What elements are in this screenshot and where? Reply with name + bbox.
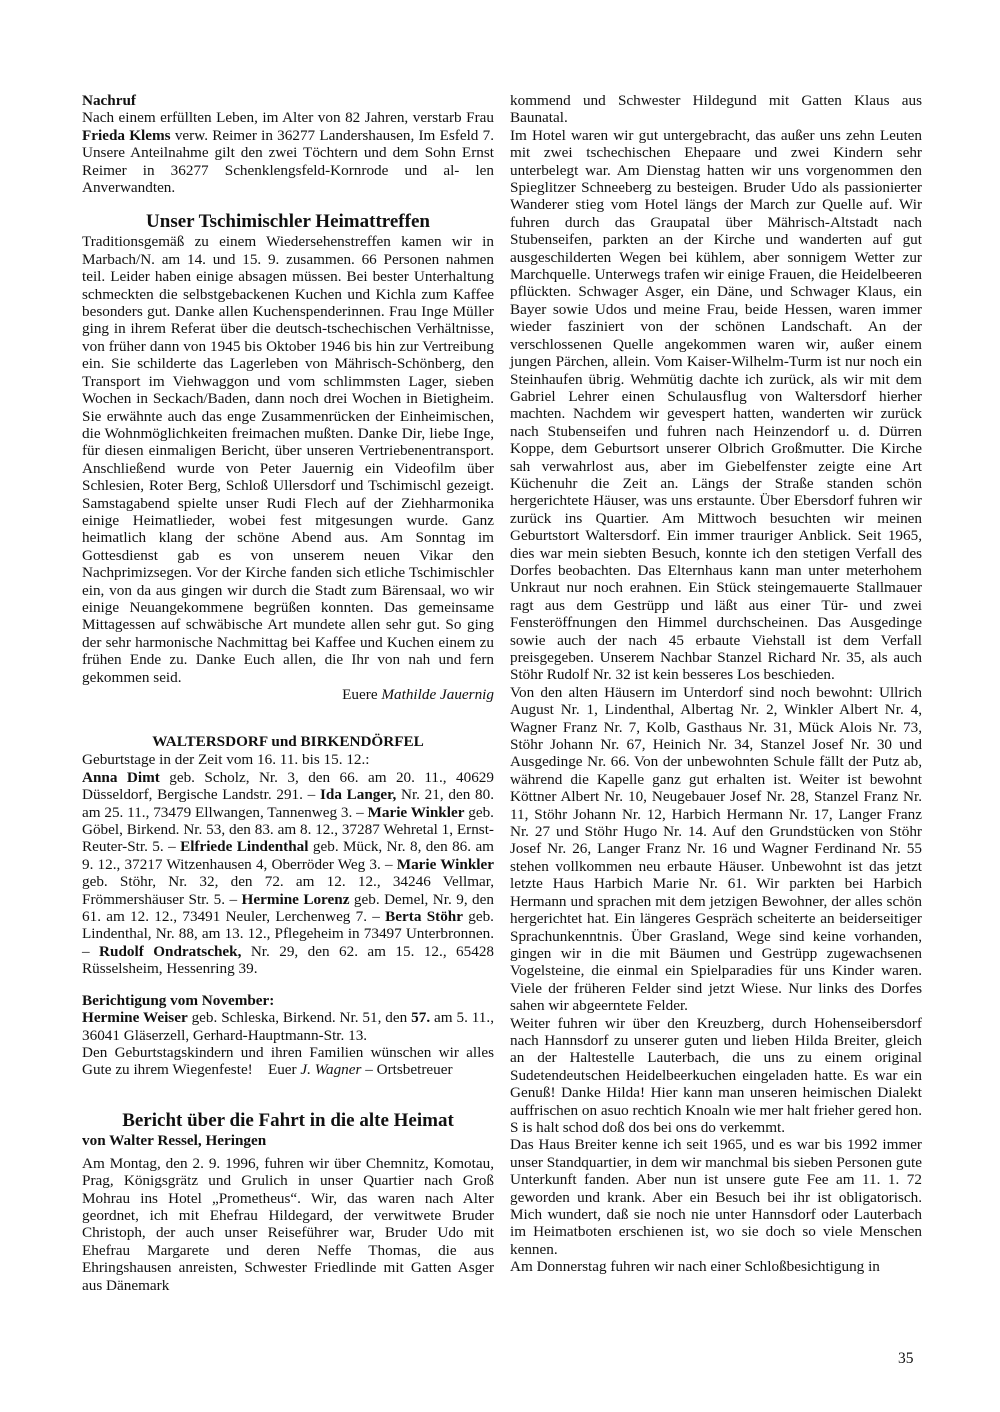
treffen-signature: Euere Mathilde Jauernig (342, 686, 494, 703)
right-column (510, 92, 922, 1276)
bericht-subtitle: von Walter Ressel, Heringen (82, 1131, 267, 1149)
deceased-name: Frieda Klems (82, 126, 171, 144)
correction-text: Hermine Weiser geb. Schleska, Birkend. Nr. 51, den 57. am 5. 11., 36041 Gläserzell, Gerhard-Hauptmann-Str. 13. (82, 1009, 494, 1044)
wishes-text: Den Geburtstagskindern und ihren Familien wünschen wir alles Gute zu ihrem Wiegenfeste! Euer J. Wagner – Ortsbetreuer (82, 1043, 494, 1079)
bericht-paragraph: Das Haus Breiter kenne ich seit 1965, und es war bis 1992 immer unser Standquartier, in dem wir manchmal bis sieben Personen gute Unterkunft fanden. Aber nun ist unsere gute Fee am 11. 1. 72 geworden und krank. Aber ein Besuch bei ihr ist obligatorisch. Mich wundert, daß sie noch nie unter Hannsdorf oder Lauterbach im Heimatboten erschienen ist, wo sie doch so viele Menschen kennen. (510, 1136, 922, 1258)
nachruf-text: Nach einem erfüllten Leben, im Alter von 82 Jahren, verstarb Frau Frieda Klems verw. Reimer in 36277 Landershausen, Im Esfeld 7. Unsere Anteilnahme gilt den zwei Töchtern und dem Sohn Ernst Reimer in 36277 Schenklengsfeld-Kornrode und al- len Anverwandten. (82, 109, 495, 197)
nachruf-heading: Nachruf (82, 92, 136, 109)
birthday-list: Anna Dimt geb. Scholz, Nr. 3, den 66. am 20. 11., 40629 Düsseldorf, Bergische Landstr. 291. – Ida Langer, Nr. 21, den 80. am 25. 11., 73479 Ellwangen, Tannenweg 3. – Marie Winkler geb. Göbel, Birkend. Nr. 53, den 83. am 8. 12., 37287 Wehretal 1, Ernst-Reuter-Str. 5. – Elfriede Lindenthal geb. Mück, Nr. 8, den 86. am 9. 12., 37217 Witzenhausen 4, Oberröder Weg 3. – Marie Winkler geb. Stöhr, Nr. 32, den 72. am 12. 12., 34246 Vellmar, Frömmershäuser Str. 5. – Hermine Lorenz geb. Demel, Nr. 9, den 61. am 12. 12., 73491 Neuler, Lerchenweg 7. – Berta Stöhr geb. Lindenthal, Nr. 88, am 13. 12., Pflegeheim in 73497 Unterbronnen. – Rudolf Ondratschek, Nr. 29, den 62. am 15. 12., 65428 Rüsselsheim, Hessenring 39. (82, 768, 495, 978)
wishes-signature: Euer J. Wagner – Ortsbetreuer (267, 1061, 453, 1079)
left-column (82, 92, 494, 1294)
bericht-paragraph: kommend und Schwester Hildegund mit Gatten Klaus aus Baunatal. (510, 92, 922, 127)
bericht-title: Bericht über die Fahrt in die alte Heimat (122, 1109, 454, 1131)
waltersdorf-title: WALTERSDORF und BIRKENDÖRFEL (152, 733, 424, 751)
treffen-title: Unser Tschimischler Heimattreffen (146, 211, 430, 233)
correction-heading: Berichtigung vom November: (82, 991, 275, 1009)
bericht-body-left: Am Montag, den 2. 9. 1996, fuhren wir über Chemnitz, Komotau, Prag, Königsgrätz und Grulich in unser Quartier nach Groß Mohrau ins Hotel „Prometheus“. Wir, das waren nach Alter geordnet, ich mit Ehefrau Hildegard, der verwitwete Bruder Christoph, der auch unser Reiseführer war, Bruder Udo mit Ehefrau Margarete und deren Neffe Thomas, die aus Ehringshausen anreisten, Schwester Friedlinde mit Gatten Asger aus Dänemark (82, 1154, 494, 1294)
page-number: 35 (898, 1350, 914, 1367)
birthday-intro: Geburtstage in der Zeit vom 16. 11. bis 15. 12.: (82, 751, 370, 769)
bericht-paragraph: Von den alten Häusern im Unterdorf sind noch bewohnt: Ullrich August Nr. 1, Lindenthal, Albertag Nr. 2, Winkler Albert Nr. 4, Wagner Franz Nr. 7, Kolb, Gasthaus Nr. 31, Mück Alois Nr. 73, Stöhr Johann Nr. 67, Heinich Nr. 34, Stanzel Josef Nr. 30 und Ausgedinge Nr. 66. Von der unbewohnten Schule fällt der Putz ab, während die Kapelle ganz gut erhalten ist. Weiter ist bewohnt Köttner Albert Nr. 10, Neugebauer Josef Nr. 28, Stanzel Franz Nr. 11, Stöhr Johann Nr. 12, Harbich Hermann Nr. 17, Langer Franz Nr. 27 und Stöhr Hugo Nr. 14. Auf den Grundstücken von Stöhr Josef Nr. 26, Langer Franz Nr. 16 und Wagner Ferdinand Nr. 55 stehen vollkommen neu erbaute Häuser. Unbewohnt ist das jetzt letzte Haus Harbich Marie Nr. 61. Wir parkten bei Harbich Hermann und sprachen mit dem jetzigen Bewohner, der alles schön hergerichtet hat. Ein längeres Gespräch scheiterte an beiderseitiger Sprachunkenntnis. Über Grasland, Wege sind keine vorhanden, gingen wir in die mit Bäumen und Gestrüpp zugewachsenen Vogelsteine, die einmal ein Spielparadies für uns Kinder waren. Viele der früheren Felder sind jetzt Wiese. Nur links des Dorfes sahen wir abgeerntete Felder. (510, 683, 922, 1015)
treffen-body: Traditionsgemäß zu einem Wiedersehenstreffen kamen wir in Marbach/N. am 14. und 15. 9. zusammen. 66 Personen nahmen teil. Leider haben einige absagen müssen. Bei bester Unterhaltung schmeckten die selbstgebackenen Kuchen und Kichla zum Kaffee besonders gut. Danke allen Kuchenspenderinnen. Frau Inge Müller ging in ihrem Referat über die deutsch-tschechischen Verhältnisse, von früher dann von 1945 bis Oktober 1946 bis hin zur Vertreibung ein. Sie schilderte das Lagerleben von Mährisch-Schönberg, den Transport im Viehwaggon und vom schlimmsten Lager, sieben Wochen in Seckach/Baden, dann noch drei Wochen in Bietigheim. Sie erwähnte auch das enge Zusammenrücken der Einheimischen, die Wohnmöglichkeiten freimachen mußten. Danke Dir, liebe Inge, für diesen einmaligen Bericht, über unseren Vertriebenentransport. Anschließend wurde von Peter Jauernig ein Videofilm über Schlesien, Roter Berg, Schloß Ullersdorf und Tschimischl gezeigt. Samstagabend spielte unser Rudi Flech auf der Ziehharmonika einige Heimatlieder, wobei fest mitgesungen wurde. Ganz heimatlich klang der schöne Abend aus. Am Sonntag im Gottesdienst gab es von unserem neuen Vikar den Nachprimizsegen. Vor der Kirche fanden sich etliche Tschimischler ein, von da aus gingen wir durch die Stadt zum Bärensaal, wo wir einige Neuangekommene begrüßen konnten. Das gemeinsame Mittagessen auf schwäbische Art mundete allen sehr gut. So ging der sehr harmonische Nachmittag bei Kaffee und Kuchen einem zu frühen Ende zu. Danke Euch allen, die Ihr von nah und fern gekommen seid. (82, 233, 494, 686)
bericht-paragraph: Am Donnerstag fuhren wir nach einer Schloßbesichtigung in (510, 1258, 880, 1276)
bericht-paragraph: Weiter fuhren wir über den Kreuzberg, durch Hohenseibersdorf nach Hannsdorf zu unserer guten und lieben Hilda Breiter, gleich an der Haltestelle Lauterbach, die uns zu einem original Sudetendeutschen Heidelbeerkuchen eingeladen hatte. Es war ein Genuß! Danke Hilda! Hier kann man unseren heimischen Dialekt auffrischen on asuo rechtich Knoaln wie mer halt frieher gered hon. S is halt schod doß dos bei ons do verkemmt. (510, 1014, 922, 1136)
bericht-paragraph: Im Hotel waren wir gut untergebracht, das außer uns zehn Leuten mit zwei tschechischen Ehepaare und zwei Kindern sehr unterbelegt war. Am Dienstag hatten wir uns vorgenommen den Spieglitzer Schneeberg zu besteigen. Bruder Udo als passionierter Wanderer stieg vom Hotel längs der March zur Quelle auf. Wir fuhren durch das Graupatal über Mährisch-Altstadt nach Stubenseifen, parkten an der Kirche und wanderten auf gut ausgeschilderten Wegen bei kühlem, aber sonnigem Wetter zur Marchquelle. Unterwegs trafen wir einige Frauen, die Heidelbeeren pflückten. Schwager Asger, ein Däne, und Schwager Klaus, ein Bayer sowie Udos und meine Frau, beide Hessen, waren immer wieder fasziniert von der schönen Landschaft. An der verschlossenen Quelle angekommen waren wir, außer einem jungen Pärchen, allein. Vom Kaiser-Wilhelm-Turm ist nur noch ein Steinhaufen übrig. Wehmütig dachte ich zurück, als wir mit dem Gabriel Lehrer einen Schulausflug von Waltersdorf hierher machten. Nachdem wir gevespert hatten, wanderten wir zurück nach Stubenseifen und fuhren nach Heinzendorf u. d. Dürren Koppe, dem Geburtsort unserer Olbrich Großmutter. Die Kirche sah verwahrlost aus, aber im Giebelfenster zeigte eine Art Küchenuhr die Zeit an. Längs der Straße standen schön hergerichtete Häuser, was uns erstaunte. Über Ebersdorf fuhren wir zurück ins Quartier. Am Mittwoch besuchten wir meinen Geburtstort Waltersdorf. Ein immer trauriger Anblick. Seit 1965, dies war mein siebten Besuch, konnte ich den stetigen Verfall des Dorfes beobachten. Das Elternhaus kann man unter meterhohem Unkraut nur noch erahnen. Ein Stück steingemauerte Stallmauer ragt aus dem Gestrüpp und läßt aus einer Tür- und zwei Fensteröffnungen den Himmel durchscheinen. Das Ausgedinge sowie auch der nach 45 erbaute Viehstall ist dem Verfall preisgegeben. Unserem Nachbar Stanzel Richard Nr. 35, als auch Stöhr Rudolf Nr. 32 ist kein besseres Los beschieden. (510, 126, 922, 684)
